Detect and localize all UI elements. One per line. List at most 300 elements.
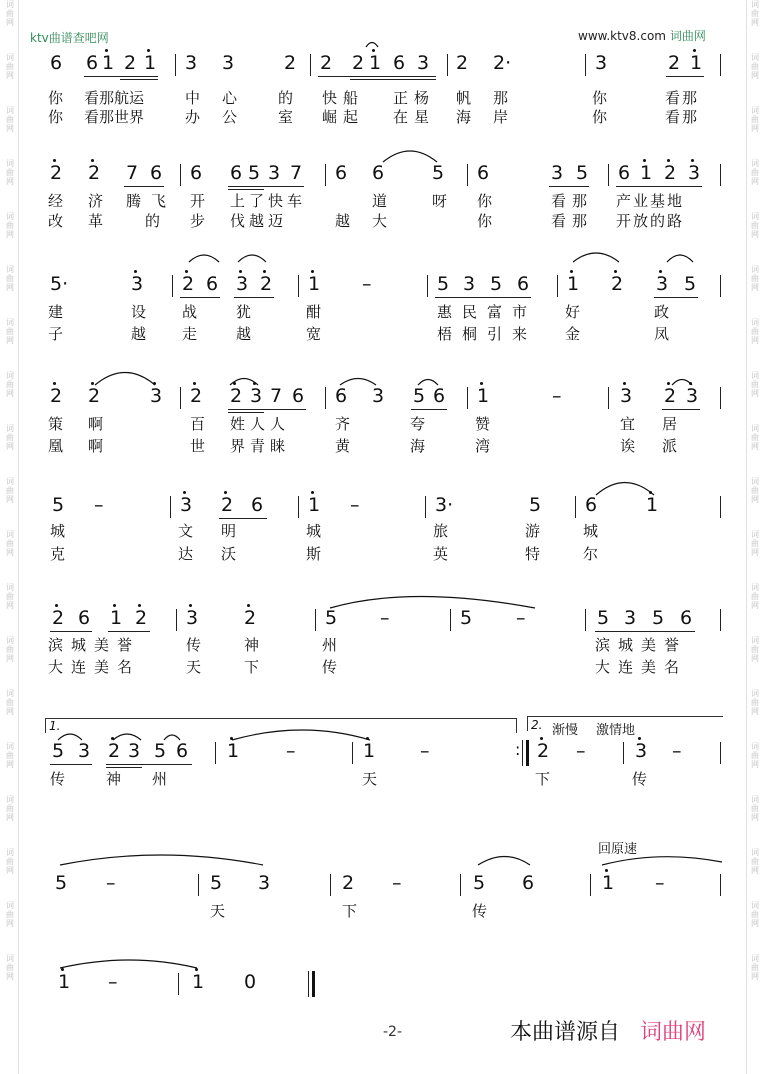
note: 2 [50,385,63,407]
octave-dot [540,737,543,740]
system-8-notes [0,872,765,900]
bar-line [590,874,591,896]
octave-dot [55,604,58,607]
note: 5 [248,162,261,184]
note: 1 [369,52,382,74]
volta-1-label: 1. [49,719,61,733]
note: 3 [595,52,608,74]
note: 1 [144,52,157,74]
note: 3 [372,385,385,407]
lyric: 州 [152,770,168,788]
underline [595,631,695,632]
watermark-text: 词曲网 [6,848,14,875]
lyric: 在星 [393,108,436,126]
bar-line [585,54,586,76]
note: 2 [664,162,677,184]
octave-dot [247,604,250,607]
note: – [94,494,104,516]
octave-dot [691,159,694,162]
final-bar [312,971,315,997]
lyric: 尔 [583,545,599,563]
bar-line [608,387,609,409]
lyric: 宜 [620,415,636,433]
note: 1 [690,52,703,74]
bar-line [427,275,428,297]
lyric: 子 [48,325,64,343]
lyric: 上了快车 [230,192,307,210]
note: 1 [227,740,240,762]
underline [108,631,150,632]
octave-dot [111,737,114,740]
lyric: 克 [50,545,66,563]
underline [50,764,92,765]
watermark-text: 词曲网 [751,742,759,769]
note: 5 [460,607,473,629]
lyric: 州 [322,636,338,654]
lyric: 达 [178,545,194,563]
lyric: 诶 [620,437,636,455]
octave-dot [643,159,646,162]
lyric: 赞 [475,415,491,433]
system-6-lyrics-2 [0,658,765,686]
lyric: 大 [372,212,388,230]
lyric: 战 [182,303,198,321]
lyric: 看那 [551,192,594,210]
note: 5 [210,872,223,894]
lyric: 看那 [665,108,700,126]
lyric: 黄 [335,437,351,455]
lyric: 金 [565,325,581,343]
underline [84,76,158,77]
lyric: 好 [565,303,581,321]
note: – [106,872,116,894]
note: 2 [88,162,101,184]
lyric: 改 [48,212,64,230]
lyric: 派 [662,437,678,455]
octave-dot [91,159,94,162]
note: – [672,740,682,762]
system-7-lyrics [0,770,765,798]
repeat-bar [526,740,529,766]
note: 2 [190,385,203,407]
note: 6 [372,162,385,184]
bar-line [575,496,576,518]
volta-2-label: 2. [531,718,543,732]
system-1-lyrics-2 [0,108,765,136]
watermark-text: 词曲网 [6,318,14,345]
note: 7 [270,385,283,407]
note: 5 [652,607,665,629]
lyric: 城 [583,522,599,540]
lyric: 的 [145,212,161,230]
underline [662,409,700,410]
system-3-lyrics-2 [0,325,765,353]
note: 2 [221,494,234,516]
octave-dot [53,382,56,385]
note: 6 [335,162,348,184]
bar-line [720,742,721,764]
octave-dot [183,491,186,494]
octave-dot [480,382,483,385]
bar-line [585,609,586,631]
lyric: 开 [190,192,206,210]
note: 3 [180,494,193,516]
octave-dot [689,382,692,385]
note: 6 [86,52,99,74]
note: – [380,607,390,629]
octave-dot [311,491,314,494]
source-site-name: 词曲网 [640,1020,707,1045]
octave-dot [667,159,670,162]
note: 3 [250,385,263,407]
note: 1 [192,971,205,993]
bar-line [215,742,216,764]
site-header-right: www.ktv8.com 词曲网 [578,29,706,43]
note: – [576,740,586,762]
watermark-text: 词曲网 [6,954,14,981]
lyric: 大连美名 [595,658,688,676]
note: 3 [688,162,701,184]
bar-line [557,275,558,297]
octave-dot [649,491,652,494]
bar-line [522,740,523,766]
lyric: 百 [190,415,206,433]
note: 3 [236,273,249,295]
lyric: 你 [48,108,64,126]
watermark-text: 词曲网 [6,53,14,80]
lyric: 梧桐引来 [437,325,538,343]
underline [435,297,531,298]
lyric: 传 [50,770,66,788]
watermark-text: 词曲网 [6,424,14,451]
watermark-text: 词曲网 [6,265,14,292]
lyric: 文 [178,522,194,540]
note: 2 [88,385,101,407]
note: 1 [308,494,321,516]
note: 5 [597,607,610,629]
bar-line [198,874,199,896]
lyric: 产业基地 [616,192,685,210]
watermark-text: 词曲网 [751,159,759,186]
lyric: 越 [131,325,147,343]
octave-dot [105,49,108,52]
watermark-text: 词曲网 [6,901,14,928]
note: 6 [176,740,189,762]
site-header-left: ktv曲谱查吧网 [30,31,109,45]
note: 3 [150,385,163,407]
bar-line [720,164,721,186]
bar-line [315,609,316,631]
underline [654,297,698,298]
octave-dot [153,382,156,385]
underline [234,297,274,298]
lyric: 斯 [306,545,322,563]
lyric: 岸 [493,108,509,126]
note: 3 [268,162,281,184]
note: – [350,494,360,516]
lyric: 设 [131,303,147,321]
bar-line [720,387,721,409]
note: 3 [128,740,141,762]
lyric: 下 [244,658,260,676]
note: 6 [206,273,219,295]
lyric: 革 [88,212,104,230]
octave-dot [147,49,150,52]
underline [219,518,267,519]
note: 5 [684,273,697,295]
octave-dot [91,382,94,385]
lyric: 宽 [306,325,322,343]
lyric: 呀 [432,192,448,210]
repeat-sign: : [515,740,521,759]
underline [106,764,192,765]
lyric: 济 [88,192,104,210]
note: 5 [490,273,503,295]
lyric: 看那世界 [84,108,145,126]
bar-line [720,874,721,896]
note: 1 [58,971,71,993]
bar-line [720,275,721,297]
note: 1 [477,385,490,407]
source-credit: 本曲谱源自 词曲网 [510,1020,707,1045]
note: 2 [668,52,681,74]
lyric: 传 [632,770,648,788]
note: 6 [50,52,63,74]
lyric: 走 [182,325,198,343]
note: 6 [680,607,693,629]
octave-dot [113,604,116,607]
note: 3 [686,385,699,407]
note: 5· [50,273,69,295]
lyric: 滨城美誉 [48,636,141,654]
underline [666,76,704,77]
note: 3 [635,740,648,762]
note: – [552,385,562,407]
note: 6 [292,385,305,407]
watermark-text: 词曲网 [6,159,14,186]
octave-dot [659,270,662,273]
note: 6 [517,273,530,295]
octave-dot [372,49,375,52]
octave-dot [253,382,256,385]
lyric: 办 [185,108,201,126]
note: 3 [620,385,633,407]
watermark-text: 词曲网 [751,848,759,875]
watermark-text: 词曲网 [6,795,14,822]
note: 7 [290,162,303,184]
note: 6 [393,52,406,74]
watermark-text: 词曲网 [6,106,14,133]
octave-dot [570,270,573,273]
underline [411,409,447,410]
bar-line [180,164,181,186]
lyric: 道 [372,192,388,210]
note: 6 [335,385,348,407]
lyric: 帆 [456,89,472,107]
watermark-text: 词曲网 [6,636,14,663]
bar-line [308,971,309,997]
underline [50,631,92,632]
note: 2 [108,740,121,762]
note: 3 [78,740,91,762]
note: 0 [244,971,257,993]
note: 2 [320,52,333,74]
note: 2 [456,52,469,74]
bar-line [310,54,311,76]
note: 6 [251,494,264,516]
note: 2 [230,385,243,407]
lyric: 酣 [306,303,322,321]
lyric: 中 [185,89,201,107]
bar-line [352,742,353,764]
octave-dot [623,382,626,385]
volta-1-bracket [45,718,517,733]
system-3-notes [0,273,765,301]
lyric: 天 [210,902,226,920]
bar-line [175,54,176,76]
lyric: 崛起 [322,108,365,126]
lyric: 城 [50,522,66,540]
note: 2 [537,740,550,762]
note: 3· [435,494,454,516]
note: 1 [110,607,123,629]
lyric: 看那航运 [84,89,145,107]
underline [106,767,142,768]
system-5-notes [0,494,765,522]
note: 6 [230,162,243,184]
note: – [516,607,526,629]
watermark-text: 词曲网 [751,477,759,504]
note: 6 [618,162,631,184]
watermark-text: 词曲网 [6,477,14,504]
bar-line [178,973,179,995]
watermark-text: 词曲网 [751,212,759,239]
note: 1 [363,740,376,762]
lyric: 传 [186,636,202,654]
watermark-text: 词曲网 [751,424,759,451]
octave-dot [193,382,196,385]
bar-line [467,387,468,409]
watermark-text: 词曲网 [6,742,14,769]
watermark-text: 词曲网 [751,795,759,822]
tempo-mark-a-tempo: 回原速 [598,842,638,857]
lyric: 特 [525,545,541,563]
system-4-notes [0,385,765,413]
note: 6 [585,494,598,516]
lyric: 快船 [322,89,365,107]
note: 3 [186,607,199,629]
note: – [392,872,402,894]
note: – [286,740,296,762]
lyric: 传 [322,658,338,676]
lyric: 界青睐 [230,437,291,455]
octave-dot [366,737,369,740]
lyric: 神 [244,636,260,654]
underline [228,189,264,190]
note: 3 [463,273,476,295]
octave-dot [138,604,141,607]
watermark-text: 词曲网 [6,0,14,27]
watermark-text: 词曲网 [751,106,759,133]
lyric: 沃 [221,545,237,563]
underline [616,186,702,187]
note: 2 [284,52,297,74]
note: 5 [52,740,65,762]
page-number: -2- [383,1024,403,1040]
octave-dot [53,159,56,162]
note: 2 [182,273,195,295]
lyric: 齐 [335,415,351,433]
bar-line [608,164,609,186]
note: 3 [624,607,637,629]
watermark-text: 词曲网 [6,371,14,398]
underline [180,297,220,298]
bar-line [298,496,299,518]
lyric: 腾飞 [126,192,177,210]
lyric: 你 [592,108,608,126]
lyric: 你 [477,212,493,230]
octave-dot [311,270,314,273]
system-5-lyrics-2 [0,545,765,573]
system-9-notes [0,971,765,999]
note: 6 [433,385,446,407]
note: 5 [437,273,450,295]
note: 3 [185,52,198,74]
octave-dot [134,270,137,273]
octave-dot [230,737,233,740]
lyric: 那 [493,89,509,107]
bar-line [447,54,448,76]
lyric: 天 [362,770,378,788]
lyric: 你 [48,89,64,107]
lyric: 越 [236,325,252,343]
note: 3 [656,273,669,295]
lyric: 心 [222,89,238,107]
note: 3 [417,52,430,74]
octave-dot [239,270,242,273]
lyric: 惠民富市 [437,303,538,321]
lyric: 传 [472,902,488,920]
bar-line [298,275,299,297]
lyric: 大连美名 [48,658,141,676]
lyric: 室 [278,108,294,126]
lyric: 夸 [410,415,426,433]
note: 1 [640,162,653,184]
underline [228,409,306,410]
bar-line [623,742,624,764]
system-7-notes [0,740,765,768]
underline [124,186,164,187]
bar-line [325,164,326,186]
lyric: 凤 [654,325,670,343]
lyric: 政 [654,303,670,321]
note: 6 [190,162,203,184]
underline [549,186,589,187]
lyric: 神 [106,770,122,788]
note: 3 [222,52,235,74]
lyric: 游 [525,522,541,540]
note: 2 [52,607,65,629]
lyric: 世 [190,437,206,455]
expression-mark: 激情地 [596,723,636,738]
lyric: 居 [662,415,678,433]
note: 5 [432,162,445,184]
bar-line [425,496,426,518]
bar-line [330,874,331,896]
bar-line [450,609,451,631]
lyric: 海 [456,108,472,126]
lyric: 英 [433,545,449,563]
